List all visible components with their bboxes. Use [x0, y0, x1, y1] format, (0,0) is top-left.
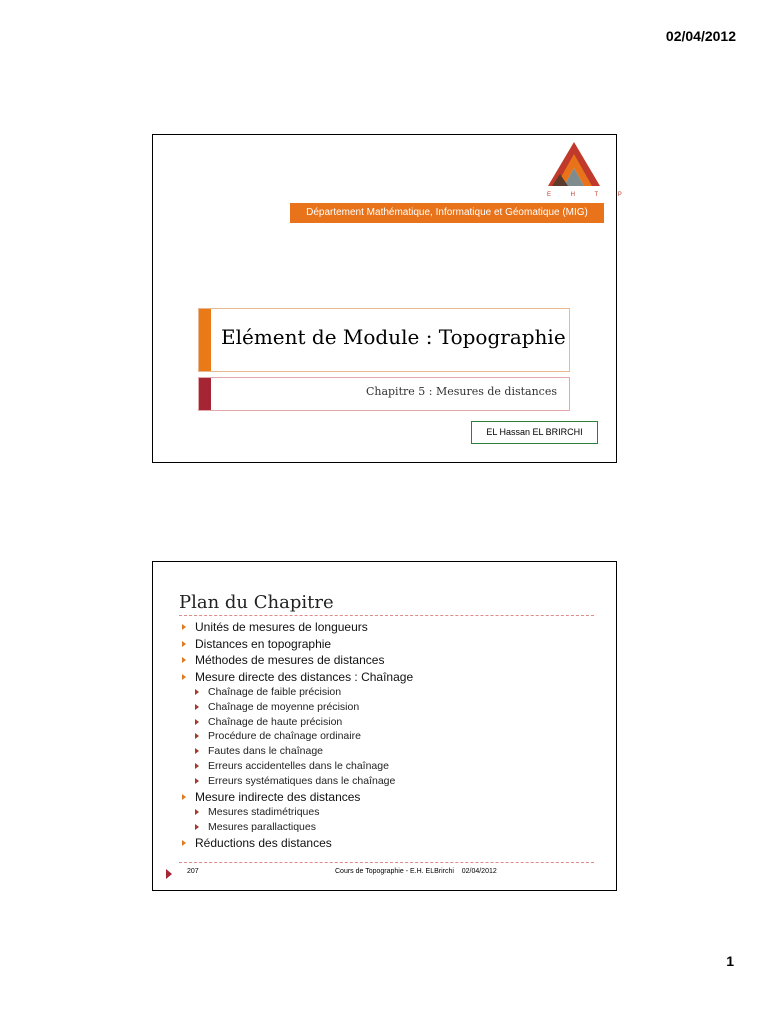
bullet-arrow-icon — [195, 778, 199, 784]
bullet-arrow-icon — [182, 657, 186, 663]
module-title-box — [198, 308, 570, 372]
module-title: Elément de Module : Topographie — [221, 325, 566, 349]
author-name: EL Hassan EL BRIRCHI — [471, 421, 598, 444]
page-date: 02/04/2012 — [665, 28, 736, 44]
outline-subitem: Mesures parallactiques — [179, 820, 599, 835]
footer-divider — [179, 862, 594, 863]
subtitle-accent-bar — [199, 378, 211, 410]
outline-item: Méthodes de mesures de distances — [179, 652, 599, 669]
bullet-arrow-icon — [195, 704, 199, 710]
outline-item: Réductions des distances — [179, 835, 599, 852]
bullet-arrow-icon — [182, 840, 186, 846]
slide-footer: Cours de Topographie - E.H. ELBrirchi 02/04/2012 — [335, 868, 497, 875]
outline-subitem: Fautes dans le chaînage — [179, 744, 599, 759]
bullet-arrow-icon — [195, 824, 199, 830]
bullet-arrow-icon — [195, 733, 199, 739]
department-banner: Département Mathématique, Informatique et Géomatique (MIG) — [290, 203, 604, 223]
footer-arrow-icon — [166, 869, 172, 879]
outline-list — [179, 619, 599, 851]
outline-subitem: Erreurs accidentelles dans le chaînage — [179, 759, 599, 774]
bullet-arrow-icon — [195, 763, 199, 769]
outline-subitem: Procédure de chaînage ordinaire — [179, 729, 599, 744]
outline-item: Mesure indirecte des distances — [179, 789, 599, 806]
outline-item: Mesure directe des distances : Chaînage — [179, 669, 599, 686]
outline-subitem: Mesures stadimétriques — [179, 805, 599, 820]
chapter-subtitle-box — [198, 377, 570, 411]
bullet-arrow-icon — [195, 719, 199, 725]
bullet-arrow-icon — [182, 641, 186, 647]
outline-subitem: Chaînage de haute précision — [179, 715, 599, 730]
logo-letters: E H T P — [547, 192, 631, 198]
outline-subitem: Erreurs systématiques dans le chaînage — [179, 774, 599, 789]
chapter-subtitle: Chapitre 5 : Mesures de distances — [365, 385, 557, 398]
outline-item: Distances en topographie — [179, 636, 599, 653]
outline-slide — [152, 561, 617, 891]
outline-title: Plan du Chapitre — [179, 592, 334, 613]
bullet-arrow-icon — [182, 794, 186, 800]
bullet-arrow-icon — [195, 689, 199, 695]
slide-number: 207 — [187, 868, 199, 875]
title-divider — [179, 615, 594, 616]
outline-subitem: Chaînage de faible précision — [179, 685, 599, 700]
outline-item: Unités de mesures de longueurs — [179, 619, 599, 636]
ehtp-logo — [544, 138, 631, 198]
page-number: 1 — [726, 953, 734, 969]
bullet-arrow-icon — [182, 674, 186, 680]
bullet-arrow-icon — [195, 748, 199, 754]
title-accent-bar — [199, 309, 211, 371]
bullet-arrow-icon — [195, 809, 199, 815]
outline-subitem: Chaînage de moyenne précision — [179, 700, 599, 715]
bullet-arrow-icon — [182, 624, 186, 630]
title-slide — [152, 134, 631, 463]
